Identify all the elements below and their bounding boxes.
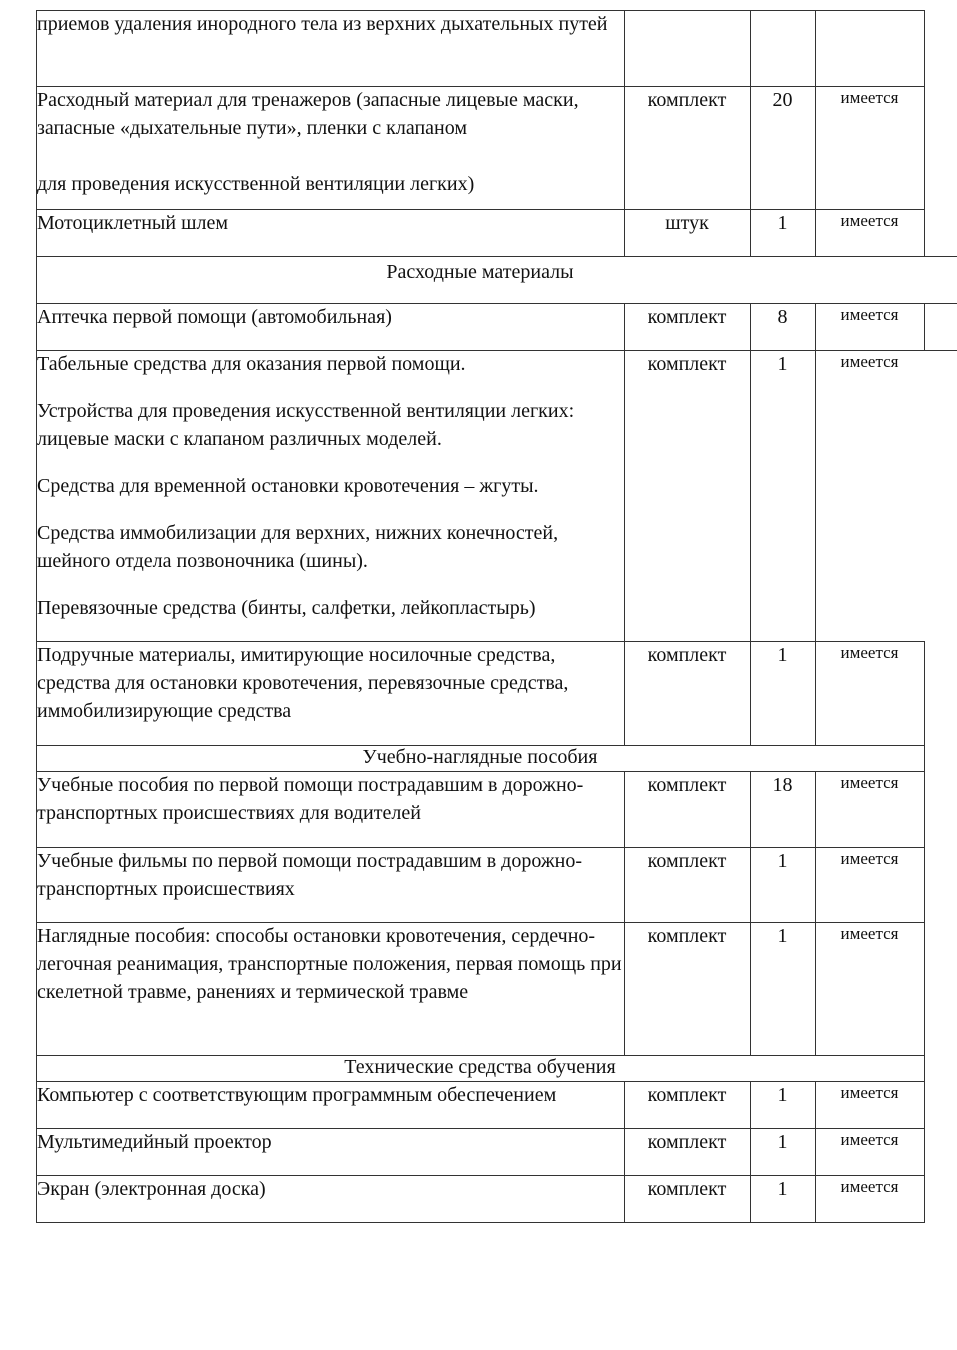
description-paragraph: Компьютер с соответствующим программным обеспечением xyxy=(37,1084,557,1106)
column-divider xyxy=(624,303,625,746)
quantity-cell: 1 xyxy=(777,212,788,234)
item-description xyxy=(37,1081,624,1109)
unit-cell: штук xyxy=(665,212,709,234)
description-paragraph: Учебные пособия по первой помощи пострадавшим в дорожно-транспортных происшествиях для водителей xyxy=(37,774,584,824)
item-description xyxy=(37,86,624,198)
column-divider xyxy=(624,10,625,257)
row-border xyxy=(36,10,925,11)
column-divider xyxy=(815,10,816,257)
description-paragraph: Подручные материалы, имитирующие носилочные средства, средства для остановки кровотечения, перевязочные средства, иммобилизирующие средства xyxy=(37,644,569,722)
table-right-border xyxy=(924,641,925,1223)
row-border xyxy=(36,209,925,210)
unit-cell: комплект xyxy=(647,1131,727,1153)
unit-cell: комплект xyxy=(647,1178,727,1200)
quantity-cell: 1 xyxy=(777,1178,788,1200)
description-paragraph: Экран (электронная доска) xyxy=(37,1178,266,1200)
quantity-cell: 1 xyxy=(777,850,788,872)
status-cell: имеется xyxy=(840,88,899,107)
section-heading: Учебно-наглядные пособия xyxy=(362,746,598,768)
row-border xyxy=(36,745,925,746)
table-right-border xyxy=(924,303,925,350)
row-border xyxy=(36,86,925,87)
description-paragraph: Наглядные пособия: способы остановки кровотечения, сердечно-легочная реанимация, транспортные положения, первая помощь при скелетной травме, ранениях и термической травме xyxy=(37,925,622,1003)
description-paragraph: Устройства для проведения искусственной вентиляции легких: лицевые маски с клапаном различных моделей. xyxy=(37,400,575,450)
description-paragraph: Мультимедийный проектор xyxy=(37,1131,272,1153)
row-border xyxy=(36,922,925,923)
unit-cell: комплект xyxy=(647,89,727,111)
item-description xyxy=(37,641,624,725)
column-divider xyxy=(815,303,816,746)
column-divider xyxy=(624,771,625,1056)
item-description xyxy=(37,771,624,827)
description-paragraph: Учебные фильмы по первой помощи пострадавшим в дорожно-транспортных происшествиях xyxy=(37,850,583,900)
column-divider xyxy=(750,1081,751,1223)
column-divider xyxy=(815,1081,816,1223)
column-divider xyxy=(624,1081,625,1223)
row-border xyxy=(36,771,925,772)
item-description xyxy=(37,847,624,903)
description-paragraph: Средства для временной остановки кровотечения – жгуты. xyxy=(37,475,539,497)
status-cell: имеется xyxy=(840,1177,899,1196)
description-paragraph: Перевязочные средства (бинты, салфетки, лейкопластырь) xyxy=(37,597,536,619)
description-paragraph: приемов удаления инородного тела из верхних дыхательных путей xyxy=(37,13,608,35)
status-cell: имеется xyxy=(840,305,899,324)
table-right-border xyxy=(924,10,925,257)
quantity-cell: 1 xyxy=(777,353,788,375)
status-cell: имеется xyxy=(840,211,899,230)
quantity-cell: 8 xyxy=(777,306,788,328)
description-paragraph: Аптечка первой помощи (автомобильная) xyxy=(37,306,392,328)
item-description xyxy=(37,922,624,1006)
quantity-cell: 1 xyxy=(777,1084,788,1106)
quantity-cell: 1 xyxy=(777,1131,788,1153)
table-left-border xyxy=(36,10,37,1223)
unit-cell: комплект xyxy=(647,850,727,872)
unit-cell: комплект xyxy=(647,1084,727,1106)
unit-cell: комплект xyxy=(647,774,727,796)
row-border xyxy=(36,1175,925,1176)
description-paragraph: Средства иммобилизации для верхних, нижних конечностей, шейного отдела позвоночника (шины). xyxy=(37,522,559,572)
quantity-cell: 20 xyxy=(772,89,793,111)
description-paragraph: Расходный материал для тренажеров (запасные лицевые маски, запасные «дыхательные пути», пленки с клапаном xyxy=(37,89,579,139)
section-heading: Расходные материалы xyxy=(386,261,574,283)
status-cell: имеется xyxy=(840,643,899,662)
item-description xyxy=(37,303,624,331)
section-heading: Технические средства обучения xyxy=(344,1056,616,1078)
status-cell: имеется xyxy=(840,1130,899,1149)
description-paragraph: Мотоциклетный шлем xyxy=(37,212,228,234)
status-cell: имеется xyxy=(840,849,899,868)
item-description xyxy=(37,10,624,38)
status-cell: имеется xyxy=(840,773,899,792)
row-border xyxy=(36,1222,925,1223)
quantity-cell: 1 xyxy=(777,925,788,947)
unit-cell: комплект xyxy=(647,644,727,666)
column-divider xyxy=(815,771,816,1056)
description-paragraph: Табельные средства для оказания первой помощи. xyxy=(37,353,466,375)
row-border xyxy=(36,847,925,848)
row-border xyxy=(36,641,925,642)
status-cell: имеется xyxy=(840,352,899,371)
item-description xyxy=(37,209,624,237)
row-border xyxy=(36,256,957,257)
description-paragraph: для проведения искусственной вентиляции легких) xyxy=(37,173,475,195)
item-description xyxy=(37,1128,624,1156)
unit-cell: комплект xyxy=(647,353,727,375)
column-divider xyxy=(750,10,751,257)
row-border xyxy=(36,350,957,351)
status-cell: имеется xyxy=(840,1083,899,1102)
row-border xyxy=(36,1055,925,1056)
quantity-cell: 18 xyxy=(772,774,793,796)
status-cell: имеется xyxy=(840,924,899,943)
row-border xyxy=(36,303,957,304)
row-border xyxy=(36,1128,925,1129)
row-border xyxy=(36,1081,925,1082)
item-description xyxy=(37,350,624,622)
column-divider xyxy=(750,771,751,1056)
unit-cell: комплект xyxy=(647,306,727,328)
quantity-cell: 1 xyxy=(777,644,788,666)
item-description xyxy=(37,1175,624,1203)
unit-cell: комплект xyxy=(647,925,727,947)
column-divider xyxy=(750,303,751,746)
